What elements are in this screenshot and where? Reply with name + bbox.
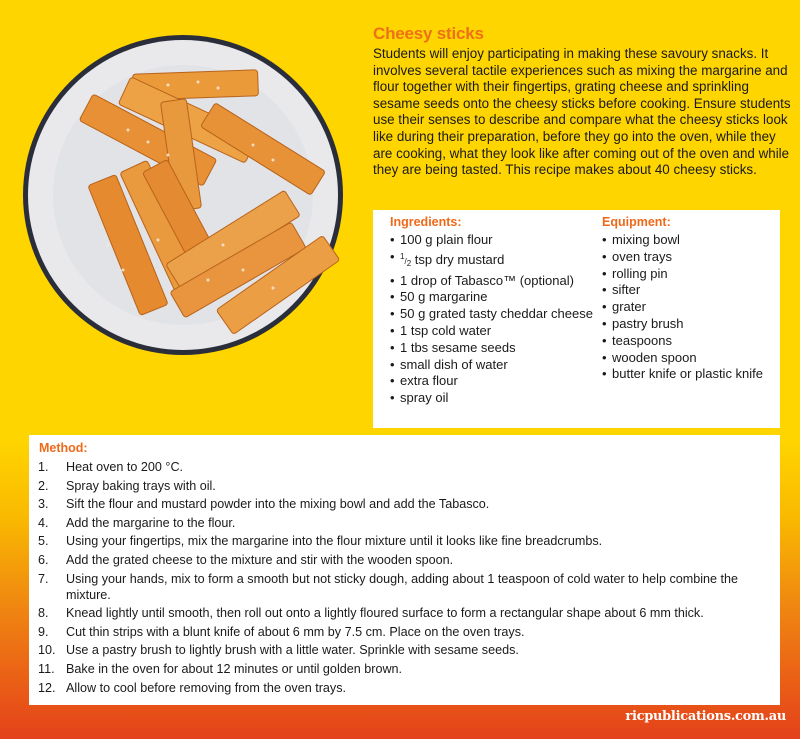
ingredients-list: [390, 232, 600, 407]
list-item: • teaspoons: [602, 332, 672, 348]
bullet-icon: •: [602, 366, 607, 382]
bullet-icon: •: [390, 390, 395, 406]
list-item: • 1 tsp cold water: [390, 322, 492, 338]
list-item: • mixing bowl: [602, 232, 680, 247]
method-step: 6. Add the grated cheese to the mixture and stir with the wooden spoon.: [38, 552, 454, 567]
method-step: 11. Bake in the oven for about 12 minutes or until golden brown.: [38, 661, 403, 676]
bullet-icon: •: [602, 232, 607, 247]
list-item: • $^1/_2$ tsp dry mustard: [390, 248, 505, 268]
list-item: • spray oil: [390, 390, 449, 406]
method-step: 2. Spray baking trays with oil.: [38, 478, 216, 493]
fraction: $^1/_2$: [400, 251, 412, 268]
list-item: • butter knife or plastic knife: [602, 366, 764, 382]
method-step: 4. Add the margarine to the flour.: [38, 515, 236, 530]
bullet-icon: •: [602, 248, 607, 264]
equipment-section: [602, 215, 777, 383]
recipe-title: Cheesy sticks: [373, 24, 484, 43]
list-item: • 100 g plain flour: [390, 232, 493, 247]
bullet-icon: •: [390, 356, 395, 372]
list-item: • 1 tbs sesame seeds: [390, 339, 516, 355]
method-panel: [29, 435, 780, 705]
bullet-icon: •: [390, 306, 395, 322]
method-step: 1. Heat oven to 200 °C.: [38, 460, 184, 474]
method-step: 12. Allow to cool before removing from the oven trays.: [38, 680, 346, 695]
method-step: 3. Sift the flour and mustard powder into the mixing bowl and add the Tabasco.: [38, 497, 490, 512]
bullet-icon: •: [602, 332, 607, 348]
method-step: 9. Cut thin strips with a blunt knife of about 6 mm by 7.5 cm. Place on the oven trays.: [38, 624, 525, 639]
ingredients-heading: Ingredients:: [390, 215, 462, 229]
list-item: • 1 drop of Tabasco™ (optional): [390, 272, 574, 288]
bullet-icon: •: [390, 289, 395, 305]
ingredients-equipment-panel: [373, 210, 780, 428]
bullet-icon: •: [390, 373, 395, 389]
method-heading: Method:: [39, 441, 88, 455]
list-item: • sifter: [602, 282, 641, 298]
bullet-icon: •: [602, 349, 607, 365]
list-item: • small dish of water: [390, 356, 508, 372]
bullet-icon: •: [602, 282, 607, 298]
recipe-intro: Students will enjoy participating in making these savoury snacks. It involves several tactile experiences such as mixing the margarine and flour together with their fingertips, grating cheese and sprinkling sesame seeds onto the cheesy sticks before cooking. Ensure students use their senses to describe and compare what the cheesy sticks look like during their preparation, before they go into the oven, while they are cooking, what they look like after coming out of the oven and while they are being tasted. This recipe makes about 40 cheesy sticks.: [373, 46, 791, 178]
method-steps: [38, 459, 773, 698]
bullet-icon: •: [390, 322, 395, 338]
ingredients-section: [390, 215, 600, 407]
list-item: • extra flour: [390, 373, 458, 389]
bullet-icon: •: [602, 315, 607, 331]
list-item: • pastry brush: [602, 315, 684, 331]
bullet-icon: •: [602, 265, 607, 281]
bullet-icon: •: [390, 339, 395, 355]
equipment-list: [602, 232, 777, 383]
equipment-heading: Equipment:: [602, 215, 671, 229]
list-item: • rolling pin: [602, 265, 668, 281]
bullet-icon: •: [390, 232, 395, 247]
bullet-icon: •: [602, 299, 607, 315]
method-step: 10. Use a pastry brush to lightly brush with a little water. Sprinkle with sesame seeds.: [38, 643, 519, 658]
list-item: • grater: [602, 299, 646, 315]
publisher-website: ricpublications.com.au: [625, 709, 786, 724]
bullet-icon: •: [390, 248, 395, 264]
list-item: • oven trays: [602, 248, 672, 264]
method-step: 7. Using your hands, mix to form a smooth but not sticky dough, adding about 1 teaspoon of cold water to help combine the mixture.: [38, 571, 739, 602]
plate-photo: [18, 30, 348, 360]
list-item: • 50 g margarine: [390, 289, 488, 305]
bullet-icon: •: [390, 272, 395, 288]
method-step: 5. Using your fingertips, mix the margarine into the flour mixture until it looks like fine breadcrumbs.: [38, 534, 603, 549]
method-step: 8. Knead lightly until smooth, then roll out onto a lightly floured surface to form a rectangular shape about 6 mm thick.: [38, 606, 704, 621]
list-item: • wooden spoon: [602, 349, 697, 365]
list-item: • 50 g grated tasty cheddar cheese: [390, 306, 593, 322]
